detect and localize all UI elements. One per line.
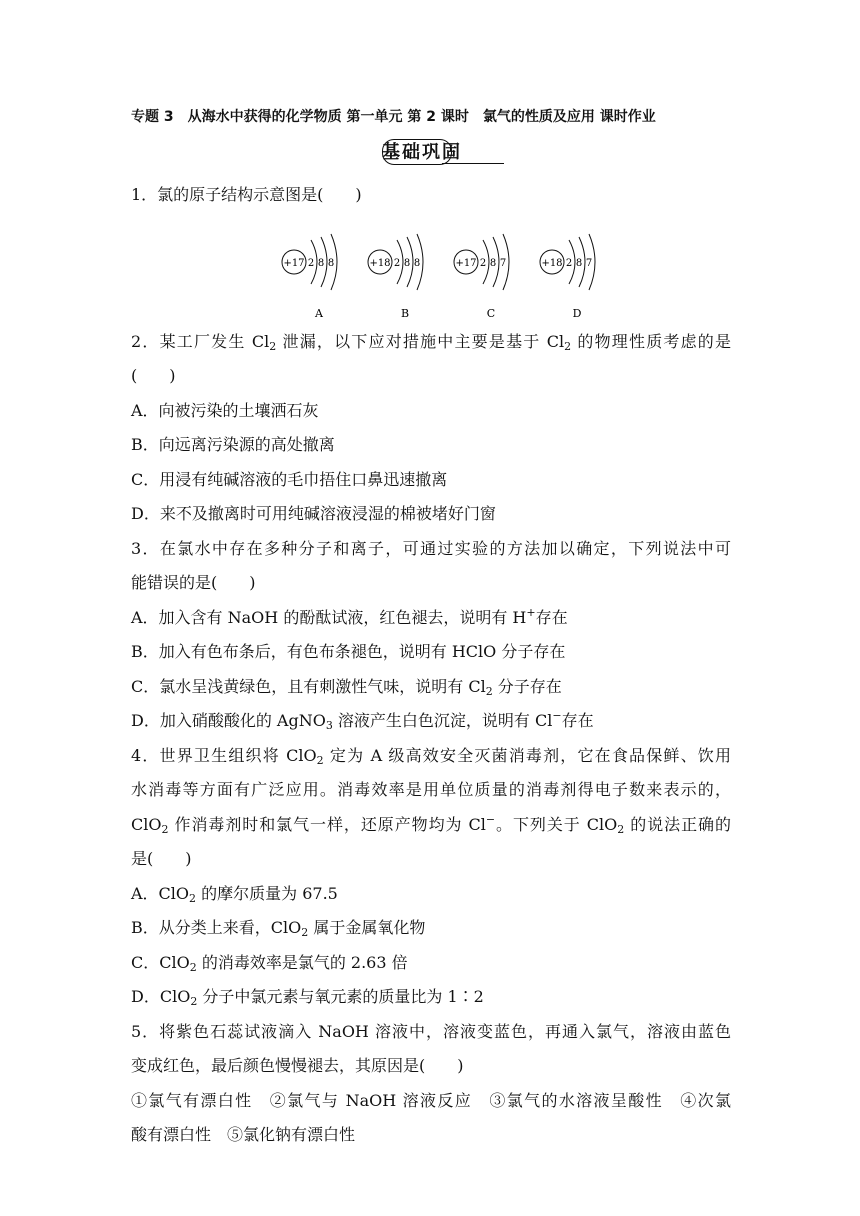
- q2-text: 2．某工厂发生 Cl: [131, 331, 270, 351]
- option-letter: B: [400, 306, 410, 320]
- question-3-option-a: [131, 601, 731, 636]
- electron-count: 2: [307, 257, 315, 269]
- q4-text: D．ClO: [131, 987, 191, 1006]
- question-5-choices-line-2: 酸有漂白性 ⑤氯化钠有漂白性: [131, 1125, 356, 1144]
- superscript: −: [485, 812, 496, 826]
- question-2-option-d: D．来不及撤离时可用纯碱溶液浸湿的棉被堵好门窗: [131, 504, 496, 523]
- question-2-option-b: B．向远离污染源的高处撤离: [131, 435, 335, 454]
- question-list: [131, 178, 731, 1153]
- atom-diagram-c: [454, 234, 509, 320]
- atom-diagrams: [131, 213, 731, 325]
- question-4-option-b: [131, 911, 731, 946]
- subscript: 2: [485, 684, 493, 698]
- question-4-option-c: [131, 946, 731, 981]
- option-letter: D: [572, 306, 582, 320]
- q4-text: 的消毒效率是氯气的 2.63 倍: [196, 952, 408, 972]
- subscript: 2: [190, 995, 198, 1008]
- q4-text: 分子中氯元素与氧元素的质量比为 1∶2: [197, 987, 484, 1006]
- question-4-stem-line-3: [131, 808, 731, 843]
- electron-count: 8: [317, 257, 325, 269]
- superscript: −: [552, 709, 562, 722]
- electron-count: 2: [393, 257, 401, 269]
- subscript: 2: [316, 753, 324, 767]
- q4-text: A．ClO: [131, 883, 190, 903]
- q3-text: 存在: [561, 711, 594, 730]
- electron-count: 8: [489, 257, 497, 269]
- option-letter: C: [486, 306, 496, 320]
- question-5-stem-line-1: 5．将紫色石蕊试液滴入 NaOH 溶液中，溶液变蓝色，再通入氯气，溶液由蓝色: [131, 1021, 731, 1041]
- question-2-option-c: C．用浸有纯碱溶液的毛巾捂住口鼻迅速撤离: [131, 469, 448, 489]
- subscript: 2: [301, 926, 309, 939]
- q4-text: B．从分类上来看，ClO: [131, 918, 302, 937]
- atom-diagram-d: [540, 234, 595, 320]
- electron-count: 8: [575, 257, 583, 269]
- question-4-option-a: [131, 877, 731, 912]
- section-title: [382, 136, 504, 166]
- subscript: 2: [189, 960, 197, 974]
- superscript: +: [526, 605, 536, 619]
- q4-text: 的摩尔质量为 67.5: [196, 883, 338, 903]
- subscript: 3: [325, 719, 333, 732]
- question-4-stem-line-2: 水消毒等方面有广泛应用。消毒效率是用单位质量的消毒剂得电子数来表示的，: [131, 780, 731, 799]
- q3-text: 存在: [535, 607, 568, 627]
- subscript: 2: [564, 339, 572, 353]
- page-header: 专题 3 从海水中获得的化学物质 第一单元 第 2 课时 氯气的性质及应用 课时作业: [131, 109, 656, 125]
- q4-text: 的说法正确的: [624, 814, 731, 834]
- question-4-stem-line-4: 是( ): [131, 849, 192, 868]
- nucleus-charge: +18: [541, 257, 563, 269]
- question-5-choices-line-1: ①氯气有漂白性 ②氯气与 NaOH 溶液反应 ③氯气的水溶液呈酸性 ④次氯: [131, 1090, 731, 1110]
- question-2-blank: ( ): [131, 366, 176, 385]
- nucleus-charge: +17: [283, 257, 305, 269]
- electron-count: 2: [565, 257, 573, 269]
- electron-count: 8: [413, 257, 421, 269]
- electron-count: 2: [479, 257, 487, 269]
- option-letter: A: [315, 306, 323, 320]
- subscript: 2: [189, 891, 197, 905]
- question-3-stem-line-1: 3．在氯水中存在多种分子和离子，可通过实验的方法加以确定，下列说法中可: [131, 538, 731, 558]
- atom-diagram-b: [368, 234, 423, 320]
- atom-diagram-a: [282, 234, 337, 320]
- q3-text: A．加入含有 NaOH 的酚酞试液，红色褪去，说明有 H: [131, 607, 527, 627]
- atom-diagram-figure: [265, 215, 625, 323]
- question-4-option-d: [131, 980, 731, 1015]
- q2-text: 泄漏，以下应对措施中主要是基于 Cl: [276, 331, 565, 351]
- subscript: 2: [269, 339, 277, 353]
- q4-text: 属于金属氧化物: [308, 918, 426, 937]
- subscript: 2: [161, 822, 169, 836]
- q4-text: 定为 A 级高效安全灭菌消毒剂，它在食品保鲜、饮用: [323, 745, 731, 765]
- question-5-stem-line-2: 变成红色，最后颜色慢慢褪去，其原因是( ): [131, 1056, 464, 1075]
- q2-text: 的物理性质考虑的是: [571, 331, 731, 351]
- q4-text: 4．世界卫生组织将 ClO: [131, 745, 317, 765]
- question-3-stem-line-2: 能错误的是( ): [131, 573, 256, 592]
- q4-text: ClO: [131, 814, 162, 834]
- nucleus-charge: +18: [369, 257, 391, 269]
- q4-text: C．ClO: [131, 952, 190, 972]
- question-1-stem: 1．氯的原子结构示意图是( ): [131, 185, 362, 204]
- question-3-option-d: [131, 704, 731, 739]
- q3-text: 溶液产生白色沉淀，说明有 Cl: [332, 711, 553, 730]
- electron-count: 8: [403, 257, 411, 269]
- question-4-stem-line-1: [131, 739, 731, 774]
- electron-count: 8: [327, 257, 335, 269]
- q4-text: 。下列关于 ClO: [495, 814, 618, 834]
- question-2-stem: [131, 325, 731, 360]
- question-2-option-a: A．向被污染的土壤洒石灰: [131, 400, 319, 420]
- electron-count: 7: [499, 257, 507, 269]
- q3-text: 分子存在: [492, 676, 562, 696]
- q3-text: C．氯水呈浅黄绿色，且有刺激性气味，说明有 Cl: [131, 676, 486, 696]
- question-3-option-c: [131, 670, 731, 705]
- nucleus-charge: +17: [455, 257, 477, 269]
- q4-text: 作消毒剂时和氯气一样，还原产物均为 Cl: [168, 814, 486, 834]
- electron-count: 7: [585, 257, 593, 269]
- question-3-option-b: B．加入有色布条后，有色布条褪色，说明有 HClO 分子存在: [131, 642, 566, 661]
- q3-text: D．加入硝酸酸化的 AgNO: [131, 711, 326, 730]
- subscript: 2: [617, 822, 625, 836]
- section-label: 基础巩固: [382, 142, 462, 163]
